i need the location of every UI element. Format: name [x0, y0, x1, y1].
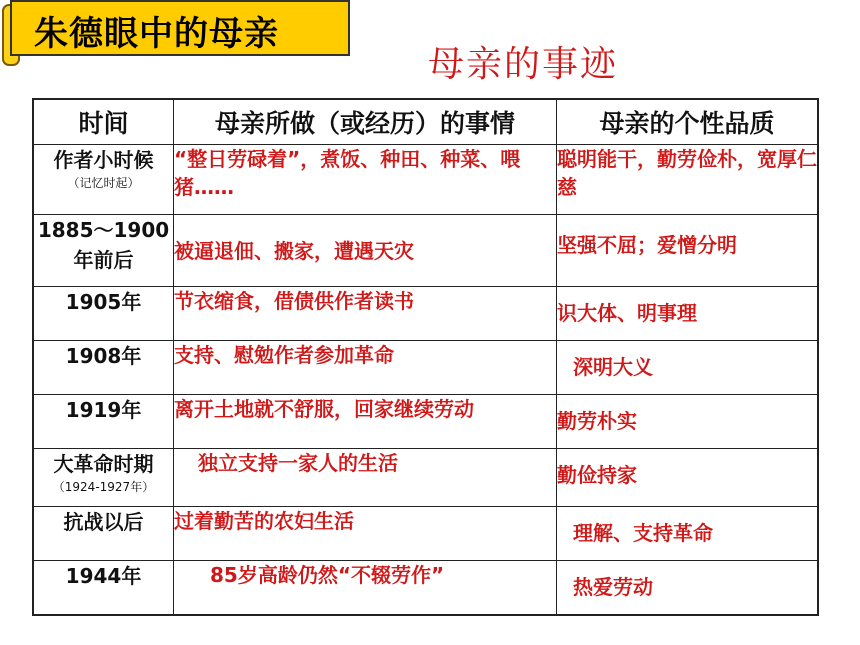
table-row: [33, 449, 818, 507]
time-text: 1905年: [65, 290, 142, 314]
quality-cell: 聪明能干，勤劳俭朴，宽厚仁慈: [557, 145, 819, 215]
time-note: （记忆时起）: [67, 176, 140, 190]
event-cell: 独立支持一家人的生活: [174, 449, 557, 507]
events-table: [32, 98, 819, 616]
table-row: [33, 215, 818, 287]
time-text: 抗战以后: [63, 510, 144, 534]
banner-box: [10, 0, 350, 56]
header-time: 时间: [33, 99, 174, 145]
time-note: （1924-1927年）: [52, 480, 155, 494]
quality-cell: 理解、支持革命: [557, 507, 819, 561]
time-text: 1908年: [65, 344, 142, 368]
quality-cell: 深明大义: [557, 341, 819, 395]
event-cell: 过着勤苦的农妇生活: [174, 507, 557, 561]
time-cell: [33, 561, 174, 615]
table-row: [33, 287, 818, 341]
time-cell: [33, 507, 174, 561]
time-text: 1919年: [65, 398, 142, 422]
time-cell: [33, 287, 174, 341]
header-event: 母亲所做（或经历）的事情: [174, 99, 557, 145]
time-cell: [33, 395, 174, 449]
time-cell: [33, 449, 174, 507]
time-cell: [33, 341, 174, 395]
table-row: [33, 341, 818, 395]
event-cell: 节衣缩食，借债供作者读书: [174, 287, 557, 341]
table-header-row: [33, 99, 818, 145]
table-row: [33, 561, 818, 615]
quality-cell: 识大体、明事理: [557, 287, 819, 341]
table-row: [33, 395, 818, 449]
event-cell: 被逼退佃、搬家，遭遇天灾: [174, 215, 557, 287]
slide-subtitle: 母亲的事迹: [428, 44, 619, 85]
title-banner: [0, 0, 355, 64]
table-row: [33, 145, 818, 215]
time-cell: [33, 145, 174, 215]
event-cell: 离开土地就不舒服，回家继续劳动: [174, 395, 557, 449]
time-text: 1885～1900年前后: [37, 218, 170, 272]
event-cell: 支持、慰勉作者参加革命: [174, 341, 557, 395]
quality-cell: 勤劳朴实: [557, 395, 819, 449]
quality-cell: 热爱劳动: [557, 561, 819, 615]
quality-cell: 坚强不屈；爱憎分明: [557, 215, 819, 287]
time-cell: [33, 215, 174, 287]
time-text: 大革命时期: [53, 452, 154, 476]
event-cell: 85岁高龄仍然“不辍劳作”: [174, 561, 557, 615]
event-cell: “整日劳碌着”，煮饭、种田、种菜、喂猪……: [174, 145, 557, 215]
header-quality: 母亲的个性品质: [557, 99, 819, 145]
time-text: 作者小时候: [53, 148, 154, 172]
time-text: 1944年: [65, 564, 142, 588]
slide-title: 朱德眼中的母亲: [34, 14, 279, 54]
quality-cell: 勤俭持家: [557, 449, 819, 507]
table-row: [33, 507, 818, 561]
